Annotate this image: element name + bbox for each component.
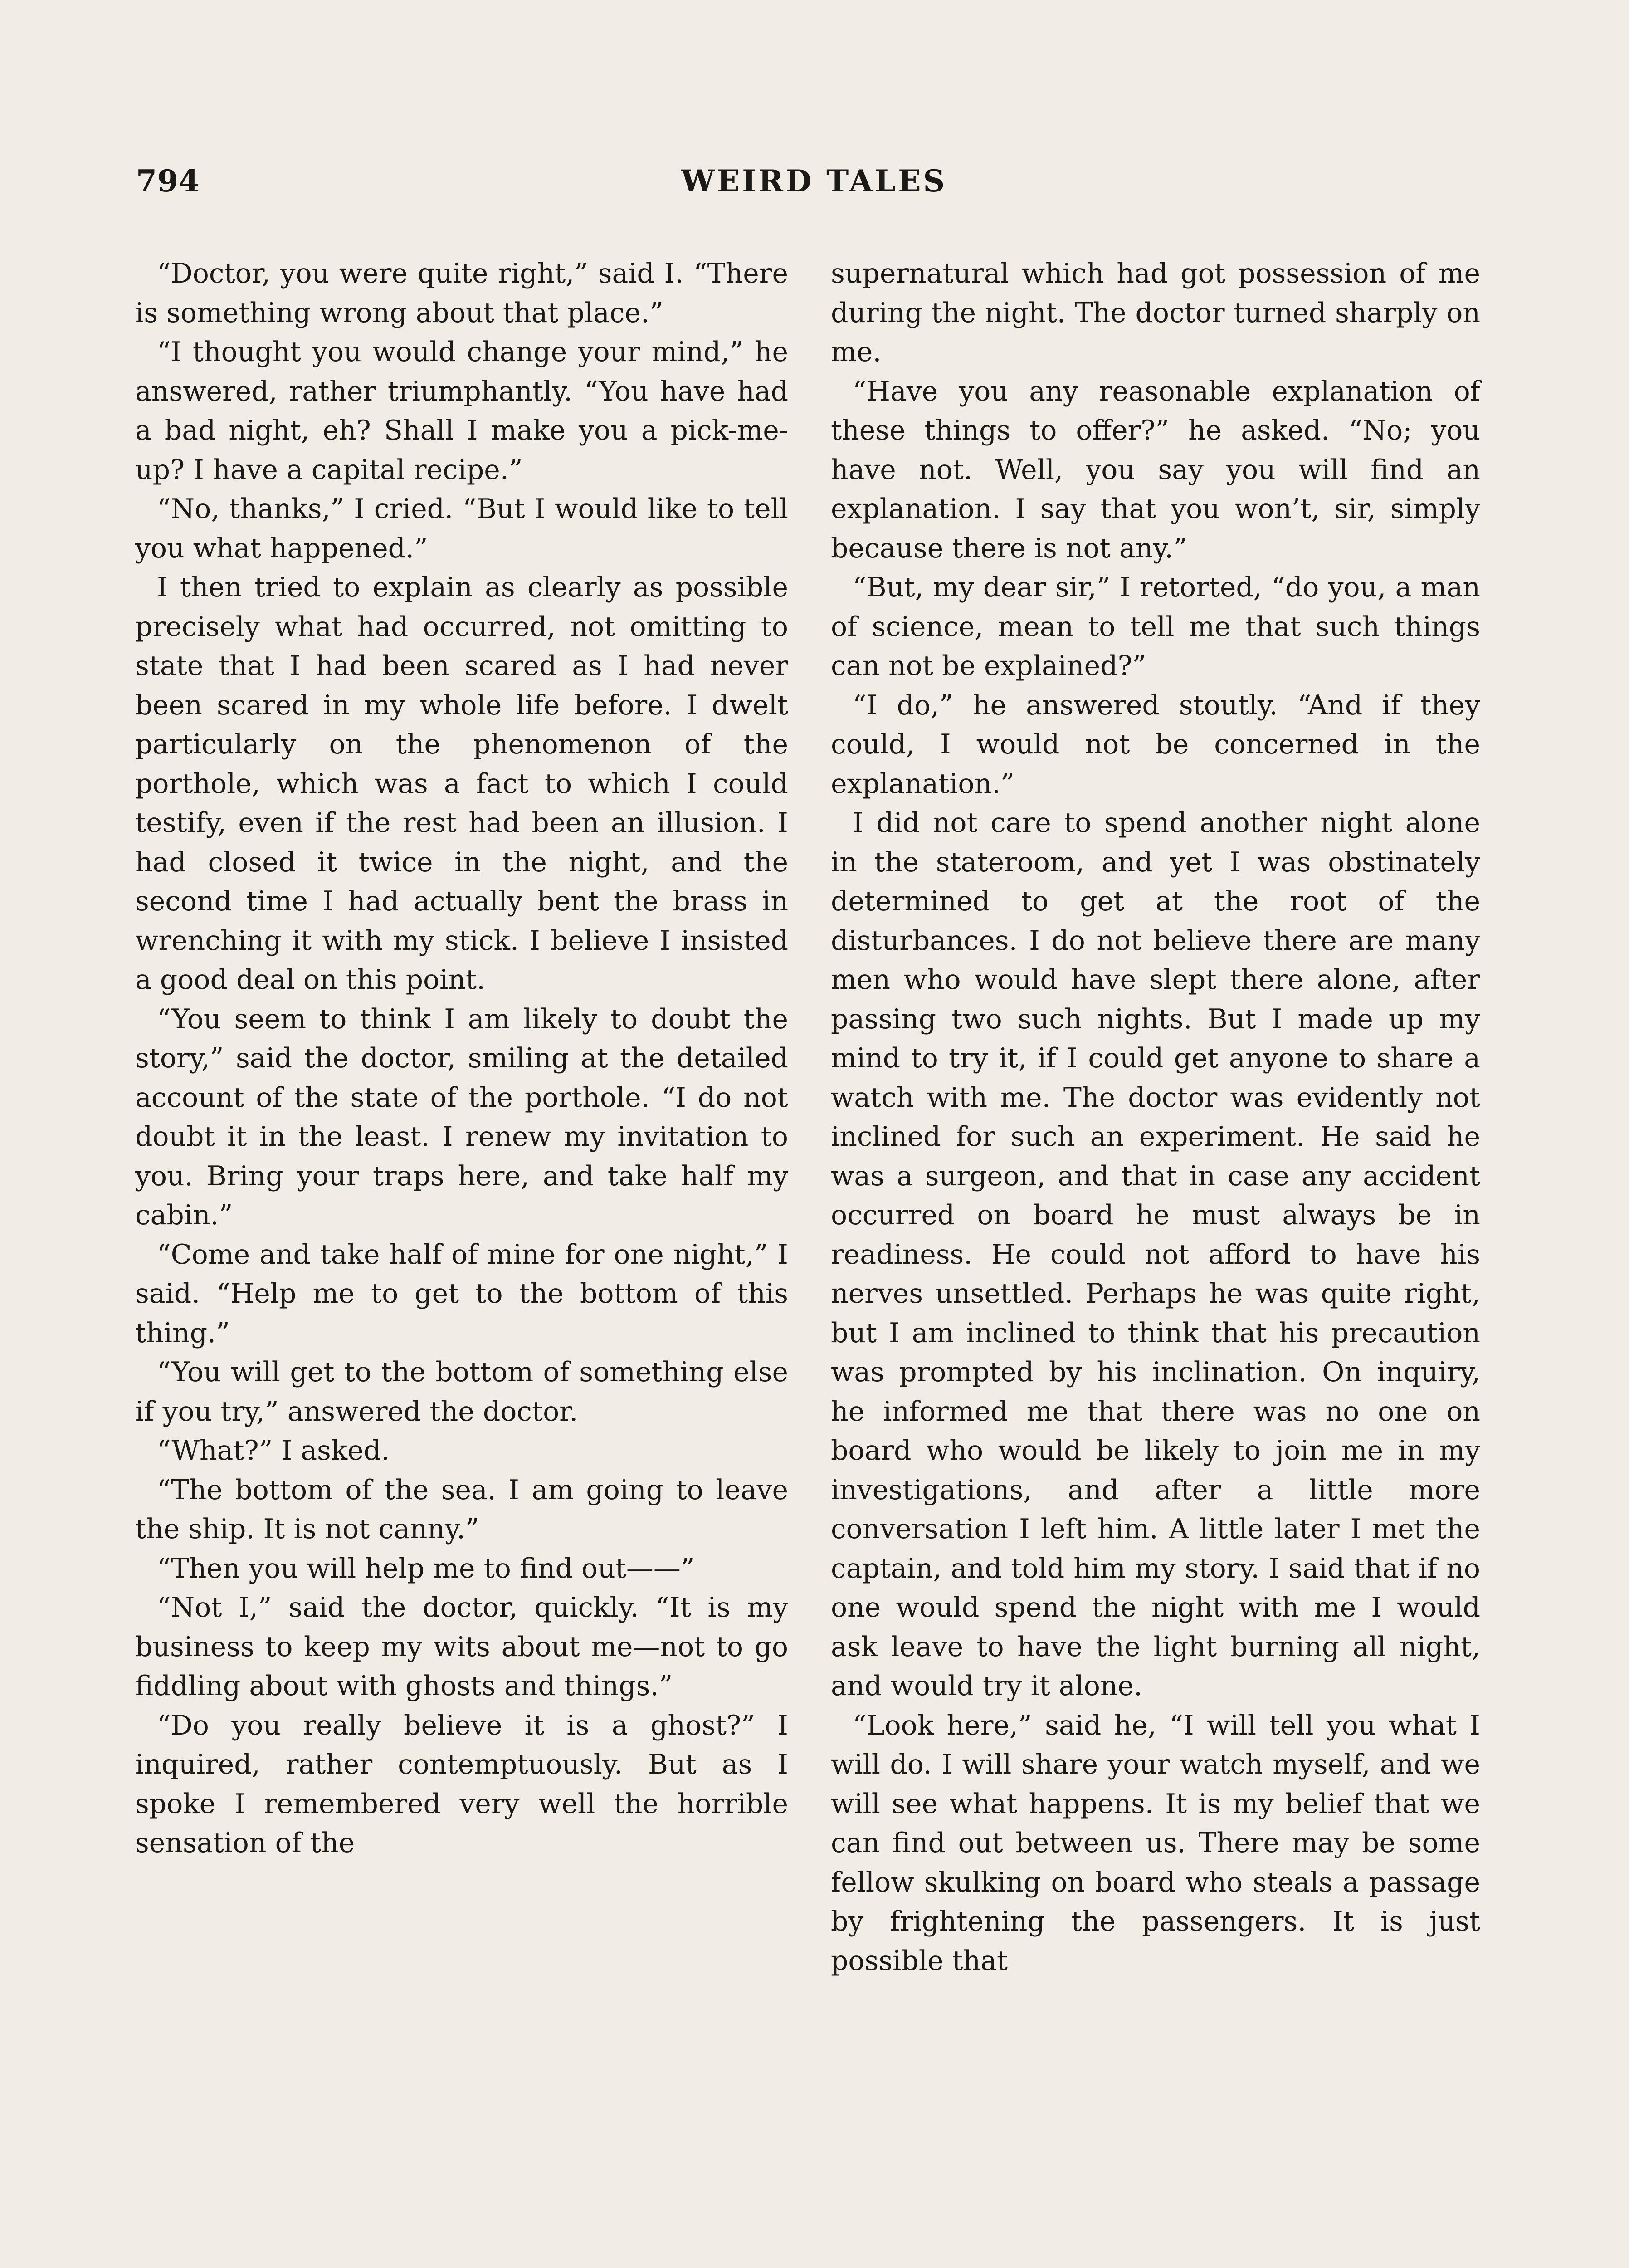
paragraph: “Do you really believe it is a ghost?” I inquired, rather contemptuously. But as I spoke I remembered very well the horrible sensation of the [135, 1709, 788, 1859]
paragraph: “You seem to think I am likely to doubt the story,” said the doctor, smiling at the detailed account of the state of the porthole. “I do not doubt it in the least. I renew my invitation to you. Bring your traps here, and take half my cabin.” [135, 1003, 788, 1231]
paragraph: “Have you any reasonable explanation of these things to offer?” he asked. “No; you have not. Well, you say you will find an explanation. I say that you won’t, sir, simply because there is not any.” [831, 375, 1480, 564]
paragraph: “I do,” he answered stoutly. “And if they could, I would not be concerned in the explanation.” [831, 689, 1480, 800]
magazine-title: WEIRD TALES [681, 163, 947, 199]
paragraph: I then tried to explain as clearly as possible precisely what had occurred, not omitting to state that I had been scared as I had never been scared in my whole life before. I dwelt particularly on the phenomenon of the porthole, which was a fact to which I could testify, even if the rest had been an illusion. I had closed it twice in the night, and the second time I had actually bent the brass in wrenching it with my stick. I believe I insisted a good deal on this point. [135, 572, 788, 996]
text-column-right [831, 254, 1480, 1980]
paragraph: I did not care to spend another night alone in the stateroom, and yet I was obstinately determined to get at the root of the disturbances. I do not believe there are many men who would have slept there alone, after passing two such nights. But I made up my mind to try it, if I could get anyone to share a watch with me. The doctor was evidently not inclined for such an experiment. He said he was a surgeon, and that in case any accident occurred on board he must always be in readiness. He could not afford to have his nerves unsettled. Perhaps he was quite right, but I am inclined to think that his precaution was prompted by his inclination. On inquiry, he informed me that there was no one on board who would be likely to join me in my investigations, and after a little more conversation I left him. A little later I met the captain, and told him my story. I said that if no one would spend the night with me I would ask leave to have the light burning all night, and would try it alone. [831, 807, 1480, 1702]
paragraph: “What?” I asked. [157, 1435, 390, 1466]
paragraph: “Look here,” said he, “I will tell you what I will do. I will share your watch myself, and we will see what happens. It is my belief that we can find out between us. There may be some fellow skulking on board who steals a passage by frightening the passengers. It is just possible that [831, 1709, 1480, 1977]
paragraph: “Then you will help me to find out——” [157, 1552, 695, 1584]
paragraph: “Not I,” said the doctor, quickly. “It is my business to keep my wits about me—not to go fiddling about with ghosts and things.” [135, 1592, 788, 1702]
paragraph: “But, my dear sir,” I retorted, “do you, a man of science, mean to tell me that such things can not be explained?” [831, 572, 1480, 682]
paragraph: “You will get to the bottom of something else if you try,” answered the doctor. [135, 1356, 788, 1427]
text-column-left [135, 254, 788, 1863]
paragraph: “No, thanks,” I cried. “But I would like to tell you what happened.” [135, 493, 788, 564]
paragraph: “The bottom of the sea. I am going to leave the ship. It is not canny.” [135, 1474, 788, 1545]
paragraph-continued: supernatural which had got possession of me during the night. The doctor turned sharply on me. [831, 258, 1480, 368]
page-number: 794 [136, 163, 200, 199]
page-header [136, 163, 1492, 209]
paragraph: “Doctor, you were quite right,” said I. “There is something wrong about that place.” [135, 258, 788, 329]
paragraph: “Come and take half of mine for one night,” I said. “Help me to get to the bottom of this thing.” [135, 1238, 788, 1349]
paragraph: “I thought you would change your mind,” he answered, rather triumphantly. “You have had a bad night, eh? Shall I make you a pick-me-up? I have a capital recipe.” [135, 336, 788, 486]
